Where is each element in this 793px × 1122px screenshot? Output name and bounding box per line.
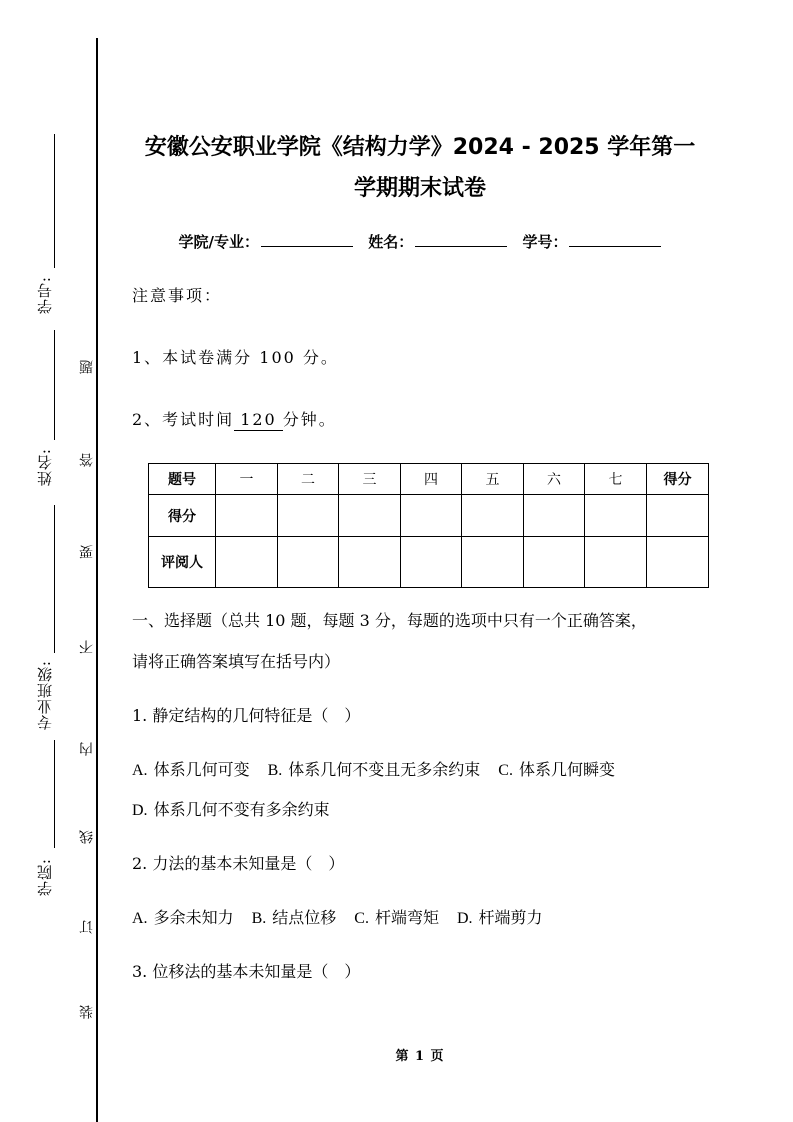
binding-fill-line (54, 134, 55, 268)
question-2-option-c[interactable]: C. 杆端弯矩 (354, 908, 439, 927)
score-table-row-score (149, 495, 709, 537)
question-2-option-b[interactable]: B. 结点位移 (251, 908, 337, 927)
question-2-option-a[interactable]: A. 多余未知力 (132, 908, 234, 927)
question-2-stem: 2. 力法的基本未知量是（ ） (132, 854, 345, 873)
score-cell[interactable] (462, 495, 524, 537)
college-major-label: 学院/专业： (178, 233, 259, 251)
score-table-row-label: 评阅人 (149, 537, 216, 588)
exam-title-line2: 学期期末试卷 (353, 176, 486, 201)
exam-title-line1: 安徽公安职业学院《结构力学》2024 - 2025 学年第一 (144, 135, 696, 160)
question-1-option-b[interactable]: B. 体系几何不变且无多余约束 (267, 760, 481, 779)
score-table-row-grader (149, 537, 709, 588)
grader-cell[interactable] (278, 537, 339, 588)
grader-cell[interactable] (524, 537, 585, 588)
score-cell[interactable] (278, 495, 339, 537)
seal-char: 不 (79, 640, 95, 654)
binding-label-major-class: 专业班级: (36, 660, 54, 731)
question-3-stem: 3. 位移法的基本未知量是（ ） (132, 962, 361, 981)
score-cell[interactable] (647, 495, 709, 537)
student-id-field[interactable] (569, 228, 661, 247)
seal-char: 答 (79, 453, 95, 467)
grader-cell[interactable] (585, 537, 647, 588)
score-cell[interactable] (585, 495, 647, 537)
seal-char: 题 (79, 360, 95, 374)
notice-item-duration (132, 408, 337, 432)
question-1-options-row2 (132, 798, 330, 823)
binding-fill-line (54, 740, 55, 848)
binding-label-student-id: 学号: (36, 276, 54, 315)
grader-cell[interactable] (647, 537, 709, 588)
score-cell[interactable] (216, 495, 278, 537)
question-2-option-d[interactable]: D. 杆端剪力 (456, 908, 543, 927)
score-cell[interactable] (401, 495, 462, 537)
score-table-header-cell: 四 (401, 464, 462, 495)
score-cell[interactable] (524, 495, 585, 537)
score-table-header-cell: 三 (339, 464, 401, 495)
binding-fill-line (54, 330, 55, 440)
score-table-header-row (149, 464, 709, 495)
binding-fill-line (54, 505, 55, 653)
seal-char: 要 (79, 545, 95, 559)
duration-prefix: 2、考试时间 (132, 410, 235, 429)
question-1-options-row1 (132, 758, 615, 783)
score-table-header-cell: 五 (462, 464, 524, 495)
score-table-header-cell: 二 (278, 464, 339, 495)
question-2-options-row1 (132, 906, 543, 931)
grader-cell[interactable] (339, 537, 401, 588)
duration-suffix: 分钟。 (282, 410, 337, 429)
notice-heading: 注意事项： (132, 286, 223, 305)
section1-heading-line1: 一、选择题（总共 10 题，每题 3 分，每题的选项中只有一个正确答案， (132, 611, 647, 630)
notice-item-full-score: 1、本试卷满分 100 分。 (132, 348, 339, 367)
score-table-header-cell: 得分 (647, 464, 709, 495)
duration-value: 120 (234, 410, 283, 431)
grader-cell[interactable] (462, 537, 524, 588)
section1-heading-line2: 请将正确答案填写在括号内） (132, 652, 341, 671)
question-1-stem: 1. 静定结构的几何特征是（ ） (132, 706, 361, 725)
grader-cell[interactable] (216, 537, 278, 588)
seal-char: 内 (79, 742, 95, 756)
college-major-field[interactable] (261, 228, 353, 247)
binding-label-college: 学院: (36, 858, 54, 897)
score-table-header-cell: 七 (585, 464, 647, 495)
score-table-row-label: 得分 (149, 495, 216, 537)
seal-char: 装 (79, 1005, 95, 1019)
question-1-option-a[interactable]: A. 体系几何可变 (132, 760, 250, 779)
binding-label-name: 姓名: (36, 448, 54, 487)
student-id-label: 学号： (522, 233, 568, 251)
score-table-header-cell: 六 (524, 464, 585, 495)
score-table-header-cell: 一 (216, 464, 278, 495)
binding-rule (96, 38, 98, 1122)
seal-char: 线 (79, 830, 95, 844)
score-table (148, 463, 709, 588)
page-number: 第 1 页 (395, 1049, 445, 1064)
score-table-header-cell: 题号 (149, 464, 216, 495)
seal-char: 订 (79, 920, 95, 934)
name-field[interactable] (415, 228, 507, 247)
score-cell[interactable] (339, 495, 401, 537)
name-label: 姓名： (368, 233, 414, 251)
question-1-option-c[interactable]: C. 体系几何瞬变 (498, 760, 615, 779)
question-1-option-d[interactable]: D. 体系几何不变有多余约束 (132, 800, 330, 819)
grader-cell[interactable] (401, 537, 462, 588)
student-info-row (120, 228, 720, 255)
